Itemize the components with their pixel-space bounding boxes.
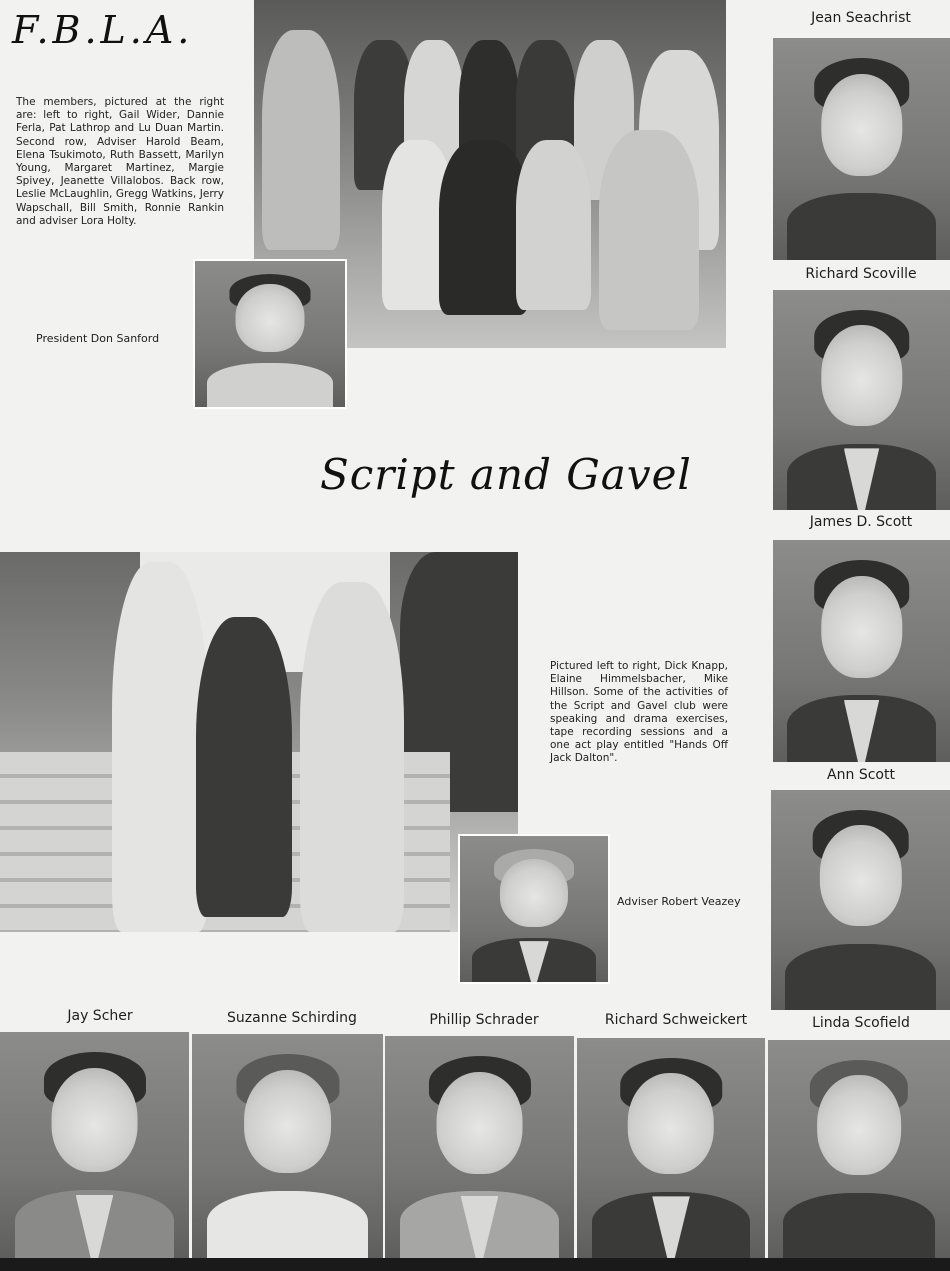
right-name-4: Ann Scott bbox=[827, 767, 895, 783]
right-name-2: Richard Scoville bbox=[805, 266, 917, 282]
bottom-name-3: Phillip Schrader bbox=[429, 1012, 539, 1028]
bottom-bar bbox=[0, 1258, 950, 1271]
bottom-portrait-5 bbox=[768, 1040, 950, 1258]
bottom-name-1: Jay Scher bbox=[67, 1008, 133, 1024]
fbla-caption: The members, pictured at the right are: left to right, Gail Wider, Dannie Ferla, Pat Lathrop and Lu Duan Martin. Second row, Adviser Harold Beam, Elena Tsukimoto, Ruth Bassett, Marilyn Young, Margaret Martinez, Margie Spivey, Jeanette Villalobos. Back row, Leslie McLaughlin, Gregg Watkins, Jerry Wapschall, Bill Smith, Ronnie Rankin and adviser Lora Holty. bbox=[16, 96, 224, 227]
script-gavel-caption: Pictured left to right, Dick Knapp, Elaine Himmelsbacher, Mike Hillson. Some of the activities of the Script and Gavel club were speaking and drama exercises, tape recording sessions and a one act play entitled "Hands Off Jack Dalton". bbox=[550, 660, 728, 765]
right-portrait-1 bbox=[773, 38, 950, 260]
adviser-portrait bbox=[458, 834, 610, 984]
right-name-5: Linda Scofield bbox=[812, 1015, 910, 1031]
bottom-portrait-2 bbox=[192, 1034, 383, 1258]
right-portrait-4 bbox=[771, 790, 950, 1010]
president-label: President Don Sanford bbox=[36, 332, 160, 345]
bottom-portrait-3 bbox=[385, 1036, 574, 1258]
bottom-portrait-4 bbox=[577, 1038, 765, 1258]
right-portrait-3 bbox=[773, 540, 950, 762]
right-name-1: Jean Seachrist bbox=[811, 10, 911, 26]
right-name-3: James D. Scott bbox=[809, 514, 913, 530]
right-portrait-2 bbox=[773, 290, 950, 510]
bottom-name-2: Suzanne Schirding bbox=[227, 1010, 357, 1026]
adviser-label: Adviser Robert Veazey bbox=[617, 895, 741, 908]
script-gavel-group-photo bbox=[0, 552, 518, 932]
president-portrait bbox=[193, 259, 347, 409]
fbla-title: F.B.L.A. bbox=[12, 8, 194, 52]
bottom-name-4: Richard Schweickert bbox=[604, 1012, 748, 1028]
script-gavel-title: Script and Gavel bbox=[320, 450, 692, 499]
bottom-portrait-1 bbox=[0, 1032, 189, 1258]
